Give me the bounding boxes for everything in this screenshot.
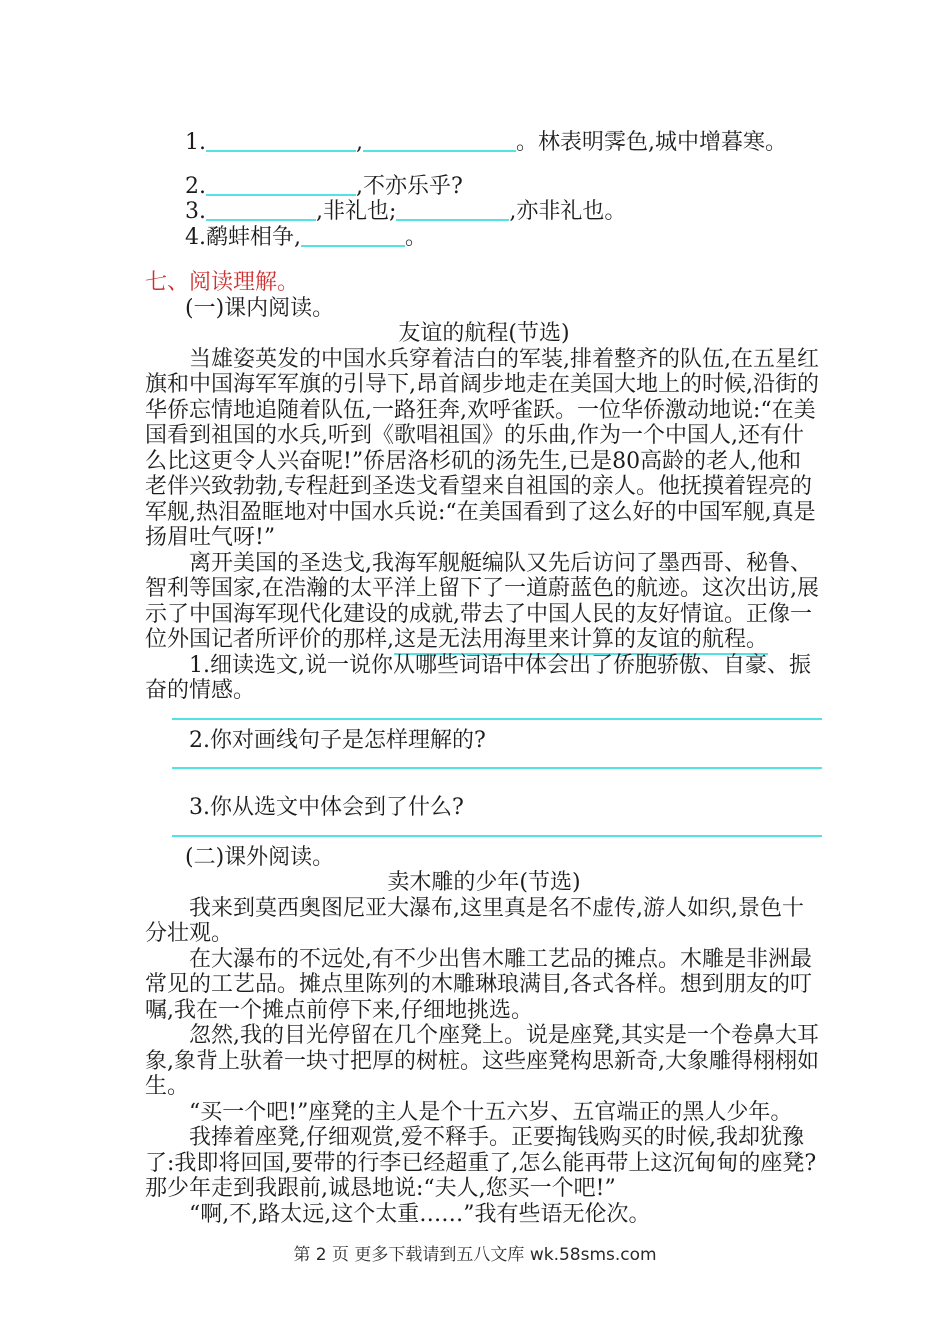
passage1-title: 友谊的航程(节选) (398, 321, 570, 346)
blank-underline (206, 134, 356, 152)
fill-item-1: 1. , 。林表明霁色,城中增暮寒。 (185, 130, 787, 155)
fill-item-4: 4.鹬蚌相争, 。 (185, 224, 427, 250)
question-3: 3.你从选文中体会到了什么? (189, 795, 464, 820)
passage2-paragraph-1: 我来到莫西奥图尼亚大瀑布,这里真是名不虚传,游人如织,景色十分壮观。 (145, 895, 804, 946)
subsection-in-class-reading: (一)课内阅读。 (185, 295, 335, 321)
passage2-paragraph-3: 忽然,我的目光停留在几个座凳上。说是座凳,其实是一个卷鼻大耳象,象背上驮着一块寸把厚的树桩。这些座凳构思新奇,大象雕得栩栩如生。 (145, 1023, 819, 1099)
fill-item-3: 3. ,非礼也; ,亦非礼也。 (185, 199, 627, 224)
passage2-paragraph-2: 在大瀑布的不远处,有不少出售木雕工艺品的摊点。木雕是非洲最常见的工艺品。摊点里陈列的木雕琳琅满目,各式各样。想到朋友的叮嘱,我在一个摊点前停下来,仔细地挑选。 (145, 946, 812, 1023)
question-2: 2.你对画线句子是怎样理解的? (189, 727, 486, 753)
blank-underline (363, 134, 516, 152)
blank-underline (206, 203, 316, 221)
answer-line-2 (172, 767, 822, 769)
answer-line-1 (172, 718, 822, 720)
blank-underline (206, 178, 356, 196)
blank-underline (301, 229, 405, 247)
answer-line-3 (172, 835, 822, 837)
passage2-paragraph-4: “买一个吧!”座凳的主人是个十五六岁、五官端正的黑人少年。 (189, 1099, 793, 1125)
question-1: 1.细读选文,说一说你从哪些词语中体会出了侨胞骄傲、自豪、振奋的情感。 (145, 652, 811, 703)
page-content (145, 0, 823, 1227)
passage2-paragraph-6: “啊,不,路太远,这个太重……”我有些语无伦次。 (189, 1201, 651, 1227)
passage2-paragraph-5: 我捧着座凳,仔细观赏,爱不释手。正要掏钱购买的时候,我却犹豫了:我即将回国,要带的行李已经超重了,怎么能再带上这沉甸甸的座凳?那少年走到我跟前,诚恳地说:“夫人,您买一个吧!” (145, 1125, 817, 1201)
section-heading-reading: 七、阅读理解。 (145, 270, 300, 295)
fill-in-blank-section (145, 130, 823, 250)
passage1-paragraph-2-text: 离开美国的圣迭戈,我海军舰艇编队又先后访问了墨西哥、秘鲁、智利等国家,在浩瀚的太平洋上留下了一道蔚蓝色的航迹。这次出访,展示了中国海军现代化建设的成就,带去了中国人民的友好情谊。正像一位外国记者所评价的那样, (145, 550, 819, 652)
blank-underline (396, 203, 509, 221)
subsection-extra-reading: (二)课外阅读。 (185, 844, 335, 870)
fill-item-2: 2. ,不亦乐乎? (185, 173, 463, 199)
passage1-paragraph-1: 当雄姿英发的中国水兵穿着洁白的军装,排着整齐的队伍,在五星红旗和中国海军军旗的引导下,昂首阔步地走在美国大地上的时候,沿街的华侨忘情地追随着队伍,一路狂奔,欢呼雀跃。一位华侨激动地说:“在美国看到祖国的水兵,听到《歌唱祖国》的乐曲,作为一个中国人,还有什么比这更令人兴奋呢!”侨居洛杉矶的汤先生,已是80高龄的老人,他和老伴兴致勃勃,专程赶到圣迭戈看望来自祖国的亲人。他抚摸着锃亮的军舰,热泪盈眶地对中国水兵说:“在美国看到了这么好的中国军舰,真是扬眉吐气呀!” (145, 346, 819, 550)
page-footer: 第 2 页 更多下载请到五八文库 wk.58sms.com (293, 1245, 657, 1265)
passage1-paragraph-2 (145, 551, 823, 653)
passage2-title: 卖木雕的少年(节选) (387, 870, 581, 895)
underlined-sentence: 这是无法用海里来计算的友谊的航程。 (394, 627, 768, 655)
